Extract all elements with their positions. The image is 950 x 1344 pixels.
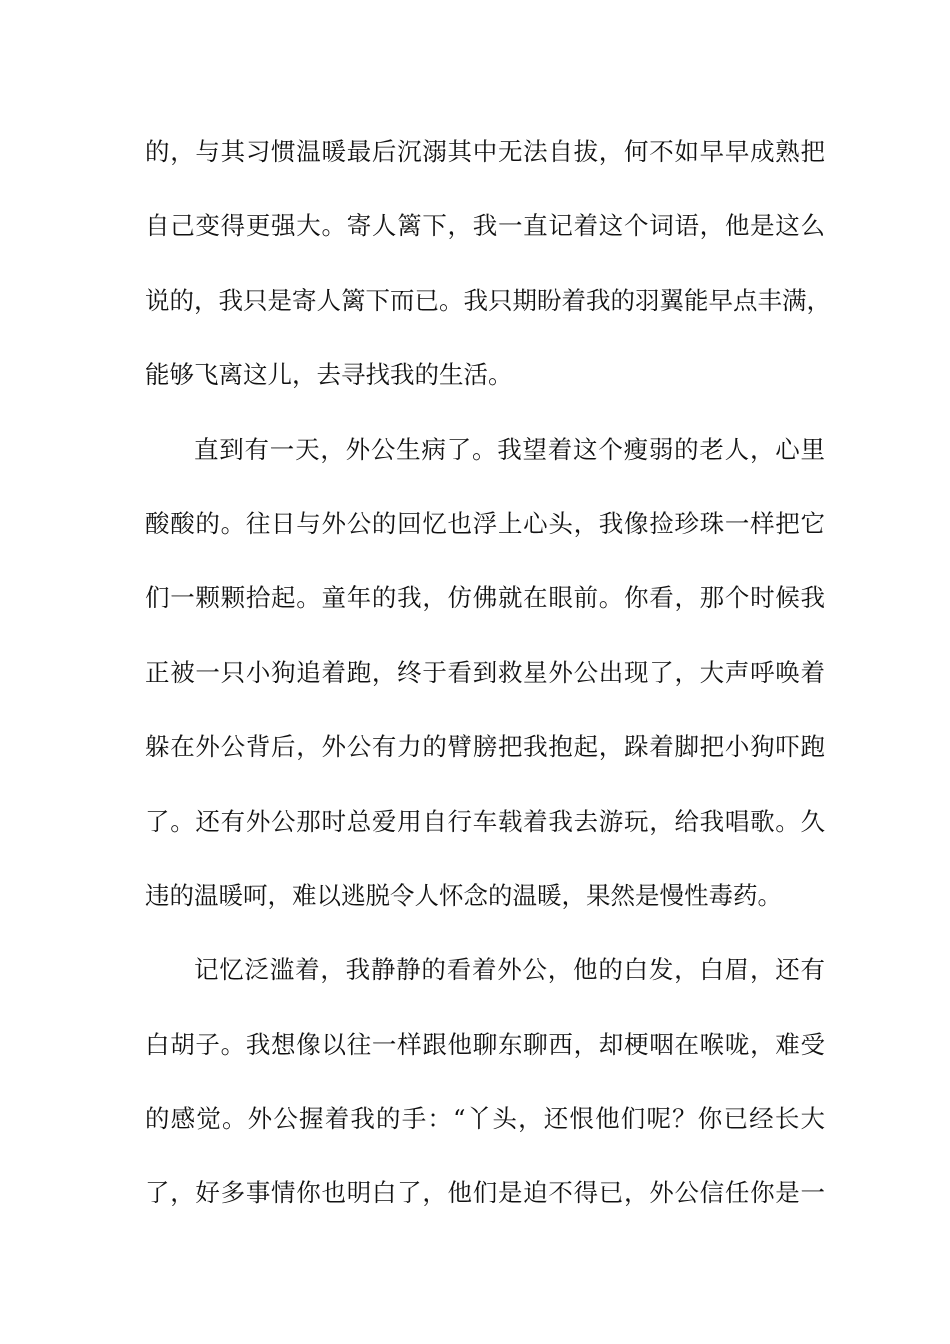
text-line: 自己变得更强大。寄人篱下，我一直记着这个词语，他是这么 xyxy=(145,211,825,241)
text-line: 们一颗颗拾起。童年的我，仿佛就在眼前。你看，那个时候我 xyxy=(145,583,825,613)
text-line: 躲在外公背后，外公有力的臂膀把我抱起，跺着脚把小狗吓跑 xyxy=(145,732,825,762)
text-line: 了，好多事情你也明白了，他们是迫不得已，外公信任你是一 xyxy=(145,1178,825,1208)
text-line: 说的，我只是寄人篱下而已。我只期盼着我的羽翼能早点丰满， xyxy=(145,285,831,315)
text-line: 了。还有外公那时总爱用自行车载着我去游玩，给我唱歌。久 xyxy=(145,806,825,836)
text-line: 记忆泛滥着，我静静的看着外公，他的白发，白眉，还有 xyxy=(194,955,825,985)
text-line: 白胡子。我想像以往一样跟他聊东聊西，却梗咽在喉咙，难受 xyxy=(145,1029,825,1059)
text-line: 酸酸的。往日与外公的回忆也浮上心头，我像捡珍珠一样把它 xyxy=(145,508,825,538)
text-line: 正被一只小狗追着跑，终于看到救星外公出现了，大声呼唤着 xyxy=(145,657,825,687)
text-line: 能够飞离这儿，去寻找我的生活。 xyxy=(145,360,513,390)
body-text xyxy=(145,126,831,1242)
text-line: 的，与其习惯温暖最后沉溺其中无法自拔，何不如早早成熟把 xyxy=(145,137,825,166)
text-line: 的感觉。外公握着我的手：“丫头，还恨他们呢？你已经长大 xyxy=(145,1104,825,1134)
text-line: 违的温暖呵，难以逃脱令人怀念的温暖，果然是慢性毒药。 xyxy=(145,880,782,910)
text-line: 直到有一天，外公生病了。我望着这个瘦弱的老人，心里 xyxy=(194,434,825,464)
